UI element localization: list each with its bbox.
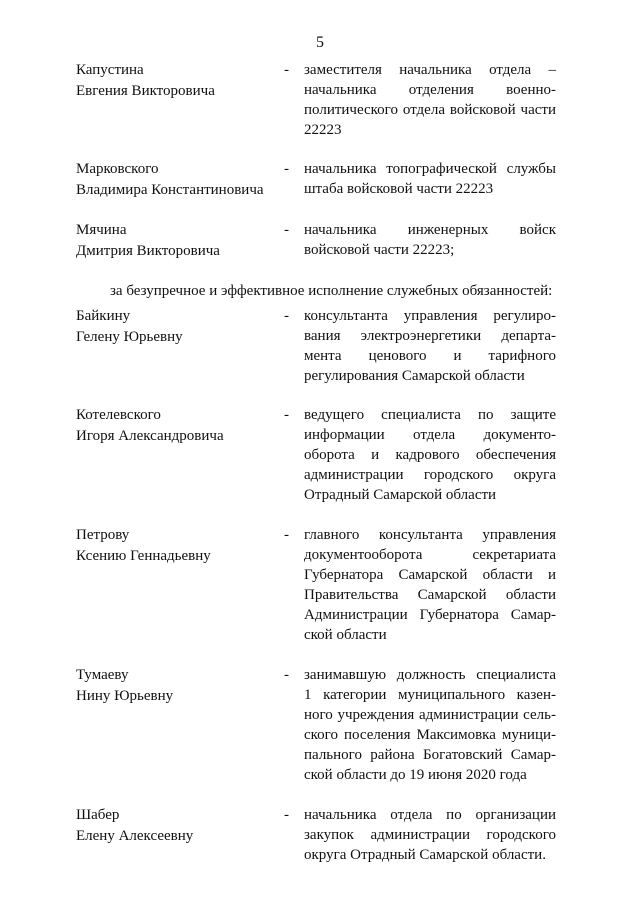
recipient-name	[76, 60, 276, 102]
recipient-position	[304, 159, 556, 199]
position-line: ского поселения Максимовка муници-	[304, 727, 556, 743]
recipient-position	[304, 306, 556, 386]
recipient-position	[304, 60, 556, 140]
recipient-given-names: Елену Алексеевну	[76, 828, 194, 844]
recipient-name	[76, 665, 276, 707]
recipient-surname: Марковского	[76, 161, 159, 177]
position-line: консультанта управления регулиро-	[304, 308, 556, 324]
entry-dash: -	[284, 667, 289, 683]
position-line: информации отдела документо-	[304, 427, 556, 443]
position-line: 1 категории муниципального казен-	[304, 687, 556, 703]
position-line: Отрадный Самарской области	[304, 487, 497, 503]
position-line: пального района Богатовский Самар-	[304, 747, 556, 763]
position-line: главного консультанта управления	[304, 527, 556, 543]
section-heading: за безупречное и эффективное исполнение служебных обязанностей:	[110, 283, 553, 299]
recipient-surname: Шабер	[76, 807, 120, 823]
position-line: оборота и кадрового обеспечения	[304, 447, 556, 463]
position-line: округа Отрадный Самарской области.	[304, 847, 546, 863]
position-line: заместителя начальника отдела –	[304, 62, 556, 78]
page-number: 5	[316, 34, 324, 51]
position-line: документооборота секретариата	[304, 547, 556, 563]
recipient-given-names: Ксению Геннадьевну	[76, 548, 211, 564]
recipient-surname: Тумаеву	[76, 667, 129, 683]
entry-dash: -	[284, 527, 289, 543]
recipient-surname: Мячина	[76, 222, 127, 238]
position-line: Губернатора Самарской области и	[304, 567, 556, 583]
recipient-given-names: Владимира Константиновича	[76, 182, 264, 198]
entry-dash: -	[284, 62, 289, 78]
recipient-position	[304, 405, 556, 505]
recipient-surname: Байкину	[76, 308, 131, 324]
position-line: ного учреждения администрации сель-	[304, 707, 556, 723]
recipient-position	[304, 220, 556, 260]
position-line: начальника топографической службы	[304, 161, 556, 177]
position-line: начальника отдела по организации	[304, 807, 556, 823]
recipient-given-names: Евгения Викторовича	[76, 83, 215, 99]
entry-dash: -	[284, 222, 289, 238]
entry-dash: -	[284, 161, 289, 177]
position-line: политического отдела войсковой части	[304, 102, 556, 118]
position-line: начальника инженерных войск	[304, 222, 556, 238]
recipient-position	[304, 525, 556, 645]
recipient-name	[76, 525, 276, 567]
position-line: 22223	[304, 122, 342, 138]
position-line: администрации городского округа	[304, 467, 556, 483]
recipient-position	[304, 805, 556, 865]
entry-dash: -	[284, 807, 289, 823]
position-line: ской области до 19 июня 2020 года	[304, 767, 527, 783]
recipient-given-names: Гелену Юрьевну	[76, 329, 183, 345]
position-line: штаба войсковой части 22223	[304, 181, 494, 197]
position-line: регулирования Самарской области	[304, 368, 525, 384]
entry-dash: -	[284, 407, 289, 423]
position-line: Администрации Губернатора Самар-	[304, 607, 556, 623]
recipient-given-names: Игоря Александровича	[76, 428, 224, 444]
recipient-position	[304, 665, 556, 785]
position-line: начальника отделения военно-	[304, 82, 556, 98]
position-line: вания электроэнергетики департа-	[304, 328, 556, 344]
position-line: ской области	[304, 627, 387, 643]
recipient-surname: Котелевского	[76, 407, 161, 423]
recipient-name	[76, 220, 276, 262]
position-line: войсковой части 22223;	[304, 242, 455, 258]
position-line: мента ценового и тарифного	[304, 348, 556, 364]
position-line: Правительства Самарской области	[304, 587, 556, 603]
recipient-name	[76, 805, 276, 847]
recipient-name	[76, 405, 276, 447]
recipient-given-names: Нину Юрьевну	[76, 688, 174, 704]
entry-dash: -	[284, 308, 289, 324]
position-line: занимавшую должность специалиста	[304, 667, 556, 683]
recipient-name	[76, 159, 276, 201]
position-line: закупок администрации городского	[304, 827, 556, 843]
recipient-name	[76, 306, 276, 348]
recipient-surname: Капустина	[76, 62, 144, 78]
position-line: ведущего специалиста по защите	[304, 407, 556, 423]
recipient-surname: Петрову	[76, 527, 130, 543]
recipient-given-names: Дмитрия Викторовича	[76, 243, 220, 259]
